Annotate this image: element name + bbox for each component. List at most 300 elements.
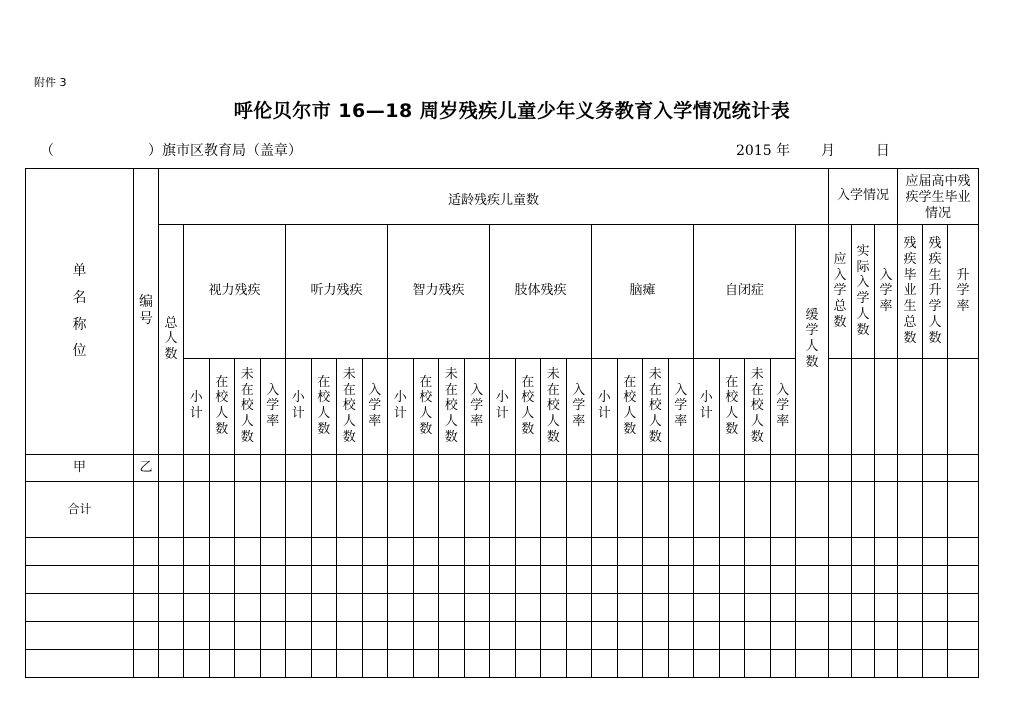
- data-cell: [948, 538, 979, 566]
- subcolumn-header: 在校人数: [719, 359, 745, 455]
- data-cell: [668, 650, 694, 678]
- data-cell: [362, 566, 388, 594]
- data-cell: [490, 566, 516, 594]
- data-cell: [134, 650, 159, 678]
- data-cell: [898, 650, 923, 678]
- data-cell: [362, 482, 388, 538]
- data-cell: [566, 594, 592, 622]
- organization-line: [40, 140, 302, 160]
- table-row: [26, 594, 979, 622]
- deferred-header: 缓学人数: [796, 225, 829, 455]
- data-cell: [643, 455, 669, 482]
- data-cell: [235, 650, 261, 678]
- data-cell: [923, 455, 948, 482]
- data-cell: [464, 538, 490, 566]
- data-cell: [829, 538, 852, 566]
- data-cell: [541, 482, 567, 538]
- data-cell: [745, 455, 771, 482]
- data-cell: [668, 482, 694, 538]
- row-label-yi: 乙: [134, 455, 159, 482]
- data-cell: [388, 482, 414, 538]
- data-cell: [719, 594, 745, 622]
- data-cell: [209, 566, 235, 594]
- data-cell: [770, 455, 796, 482]
- blank-cell: [829, 359, 852, 455]
- data-cell: [617, 622, 643, 650]
- data-cell: [948, 594, 979, 622]
- data-cell: [770, 482, 796, 538]
- data-cell: [592, 566, 618, 594]
- data-cell: [923, 482, 948, 538]
- data-cell: [515, 594, 541, 622]
- data-cell: [770, 538, 796, 566]
- data-cell: [617, 566, 643, 594]
- table-row: [26, 622, 979, 650]
- data-cell: [796, 650, 829, 678]
- data-cell: [134, 538, 159, 566]
- data-cell: [490, 594, 516, 622]
- data-cell: [923, 650, 948, 678]
- subcolumn-header: 小计: [184, 359, 210, 455]
- data-cell: [515, 650, 541, 678]
- data-cell: [745, 622, 771, 650]
- data-cell: [719, 455, 745, 482]
- data-cell: [515, 622, 541, 650]
- data-cell: [337, 566, 363, 594]
- data-cell: [694, 622, 720, 650]
- data-cell: [286, 622, 312, 650]
- data-cell: [566, 455, 592, 482]
- data-cell: [875, 622, 898, 650]
- blank-cell: [898, 359, 923, 455]
- data-cell: [515, 482, 541, 538]
- data-cell: [948, 455, 979, 482]
- table-row: [26, 650, 979, 678]
- data-cell: [26, 538, 134, 566]
- data-cell: [413, 650, 439, 678]
- data-cell: [184, 566, 210, 594]
- data-cell: [668, 622, 694, 650]
- data-cell: [694, 482, 720, 538]
- data-cell: [362, 622, 388, 650]
- data-cell: [159, 482, 184, 538]
- subcolumn-header: 在校人数: [209, 359, 235, 455]
- data-cell: [923, 594, 948, 622]
- data-cell: [592, 594, 618, 622]
- data-cell: [337, 538, 363, 566]
- data-cell: [875, 538, 898, 566]
- data-cell: [490, 482, 516, 538]
- data-cell: [829, 455, 852, 482]
- data-cell: [159, 622, 184, 650]
- data-cell: [439, 622, 465, 650]
- data-cell: [719, 622, 745, 650]
- data-cell: [413, 455, 439, 482]
- data-cell: [388, 650, 414, 678]
- data-cell: [286, 594, 312, 622]
- data-cell: [617, 482, 643, 538]
- data-cell: [184, 622, 210, 650]
- data-cell: [898, 566, 923, 594]
- data-cell: [388, 594, 414, 622]
- category-header: 智力残疾: [388, 225, 490, 359]
- data-cell: [592, 622, 618, 650]
- data-cell: [668, 566, 694, 594]
- data-cell: [286, 650, 312, 678]
- data-cell: [260, 482, 286, 538]
- data-cell: [159, 594, 184, 622]
- data-cell: [694, 650, 720, 678]
- data-cell: [311, 650, 337, 678]
- data-cell: [209, 622, 235, 650]
- data-cell: [134, 566, 159, 594]
- blank-cell: [948, 359, 979, 455]
- subcolumn-header: 未在校人数: [643, 359, 669, 455]
- data-cell: [566, 538, 592, 566]
- data-cell: [796, 455, 829, 482]
- data-cell: [829, 594, 852, 622]
- data-cell: [770, 622, 796, 650]
- graduation-header: 应届高中残疾学生毕业情况: [898, 169, 979, 225]
- data-cell: [311, 455, 337, 482]
- data-cell: [875, 594, 898, 622]
- data-cell: [134, 622, 159, 650]
- data-cell: [592, 650, 618, 678]
- subcolumn-header: 入学率: [362, 359, 388, 455]
- date-line: [736, 140, 890, 160]
- data-cell: [617, 538, 643, 566]
- day-label: 日: [875, 143, 890, 159]
- data-cell: [464, 455, 490, 482]
- subcolumn-header: 小计: [592, 359, 618, 455]
- data-cell: [184, 538, 210, 566]
- table-row: [26, 482, 979, 538]
- data-cell: [184, 650, 210, 678]
- data-cell: [541, 622, 567, 650]
- data-cell: [745, 566, 771, 594]
- statistics-table: [25, 168, 979, 678]
- data-cell: [260, 650, 286, 678]
- data-cell: [362, 455, 388, 482]
- grad-total-header: 残疾毕业生总数: [898, 225, 923, 359]
- data-cell: [852, 538, 875, 566]
- subcolumn-header: 未在校人数: [337, 359, 363, 455]
- data-cell: [541, 566, 567, 594]
- data-cell: [745, 482, 771, 538]
- blank-cell: [875, 359, 898, 455]
- data-cell: [719, 650, 745, 678]
- data-cell: [413, 566, 439, 594]
- data-cell: [362, 538, 388, 566]
- data-cell: [852, 594, 875, 622]
- data-cell: [829, 622, 852, 650]
- data-cell: [617, 650, 643, 678]
- data-cell: [541, 650, 567, 678]
- data-cell: [464, 594, 490, 622]
- data-cell: [694, 594, 720, 622]
- data-cell: [439, 566, 465, 594]
- data-cell: [898, 594, 923, 622]
- data-cell: [719, 566, 745, 594]
- data-cell: [260, 594, 286, 622]
- data-cell: [592, 482, 618, 538]
- data-cell: [388, 622, 414, 650]
- data-cell: [719, 538, 745, 566]
- subcolumn-header: 入学率: [260, 359, 286, 455]
- data-cell: [566, 566, 592, 594]
- data-cell: [159, 538, 184, 566]
- data-cell: [694, 455, 720, 482]
- data-cell: [796, 622, 829, 650]
- data-cell: [388, 455, 414, 482]
- data-cell: [796, 538, 829, 566]
- data-cell: [796, 594, 829, 622]
- data-cell: [286, 566, 312, 594]
- data-cell: [643, 538, 669, 566]
- data-cell: [464, 482, 490, 538]
- category-header: 脑瘫: [592, 225, 694, 359]
- data-cell: [311, 538, 337, 566]
- subcolumn-header: 未在校人数: [745, 359, 771, 455]
- data-cell: [490, 538, 516, 566]
- data-cell: [235, 594, 261, 622]
- data-cell: [184, 455, 210, 482]
- data-cell: [337, 482, 363, 538]
- data-cell: [362, 650, 388, 678]
- data-cell: [541, 594, 567, 622]
- promotion-rate-header: 升学率: [948, 225, 979, 359]
- subcolumn-header: 入学率: [770, 359, 796, 455]
- data-cell: [209, 594, 235, 622]
- data-cell: [286, 538, 312, 566]
- data-cell: [643, 566, 669, 594]
- category-header: 听力残疾: [286, 225, 388, 359]
- data-cell: [948, 622, 979, 650]
- data-cell: [134, 594, 159, 622]
- grad-promoted-header: 残疾生升学人数: [923, 225, 948, 359]
- data-cell: [159, 455, 184, 482]
- data-cell: [875, 455, 898, 482]
- data-cell: [829, 482, 852, 538]
- data-cell: [668, 455, 694, 482]
- data-cell: [26, 566, 134, 594]
- blank-cell: [923, 359, 948, 455]
- row-label-total: 合计: [26, 482, 134, 538]
- data-cell: [134, 482, 159, 538]
- data-cell: [337, 455, 363, 482]
- data-cell: [898, 538, 923, 566]
- data-cell: [898, 482, 923, 538]
- subcolumn-header: 在校人数: [515, 359, 541, 455]
- data-cell: [235, 482, 261, 538]
- data-cell: [643, 622, 669, 650]
- data-cell: [566, 482, 592, 538]
- data-cell: [515, 538, 541, 566]
- data-cell: [235, 538, 261, 566]
- subcolumn-header: 入学率: [464, 359, 490, 455]
- data-cell: [413, 482, 439, 538]
- data-cell: [159, 566, 184, 594]
- data-cell: [260, 622, 286, 650]
- data-cell: [413, 538, 439, 566]
- subcolumn-header: 未在校人数: [235, 359, 261, 455]
- data-cell: [209, 538, 235, 566]
- data-cell: [643, 594, 669, 622]
- data-cell: [184, 594, 210, 622]
- data-cell: [541, 455, 567, 482]
- enrollment-header: 入学情况: [829, 169, 898, 225]
- data-cell: [464, 622, 490, 650]
- data-cell: [694, 538, 720, 566]
- data-cell: [26, 622, 134, 650]
- data-cell: [260, 455, 286, 482]
- subcolumn-header: 入学率: [668, 359, 694, 455]
- data-cell: [875, 566, 898, 594]
- category-header: 肢体残疾: [490, 225, 592, 359]
- subcolumn-header: 未在校人数: [439, 359, 465, 455]
- data-cell: [311, 566, 337, 594]
- data-cell: [668, 538, 694, 566]
- data-cell: [413, 594, 439, 622]
- subcolumn-header: 在校人数: [311, 359, 337, 455]
- data-cell: [311, 594, 337, 622]
- data-cell: [235, 622, 261, 650]
- data-cell: [26, 594, 134, 622]
- data-cell: [923, 566, 948, 594]
- data-cell: [439, 594, 465, 622]
- data-cell: [770, 650, 796, 678]
- eligible-header: 适龄残疾儿童数: [159, 169, 829, 225]
- data-cell: [592, 538, 618, 566]
- subcolumn-header: 小计: [388, 359, 414, 455]
- data-cell: [159, 650, 184, 678]
- blank-cell: [852, 359, 875, 455]
- data-cell: [829, 566, 852, 594]
- data-cell: [413, 622, 439, 650]
- data-cell: [745, 650, 771, 678]
- table-row: [26, 455, 979, 482]
- data-cell: [439, 538, 465, 566]
- page-title: 呼伦贝尔市 16—18 周岁残疾儿童少年义务教育入学情况统计表: [233, 100, 791, 122]
- should-enroll-header: 应入学总数: [829, 225, 852, 359]
- data-cell: [668, 594, 694, 622]
- total-header: 总人数: [159, 225, 184, 455]
- data-cell: [617, 455, 643, 482]
- month-label: 月: [821, 143, 835, 159]
- data-cell: [796, 566, 829, 594]
- open-paren: （: [40, 143, 54, 159]
- table-row: [26, 538, 979, 566]
- data-cell: [439, 650, 465, 678]
- unit-name-header: 单名称位: [26, 169, 134, 455]
- subcolumn-header: 小计: [694, 359, 720, 455]
- data-cell: [388, 566, 414, 594]
- data-cell: [948, 650, 979, 678]
- data-cell: [490, 455, 516, 482]
- subcolumn-header: 入学率: [566, 359, 592, 455]
- category-header: 自闭症: [694, 225, 796, 359]
- data-cell: [439, 455, 465, 482]
- data-cell: [337, 622, 363, 650]
- data-cell: [311, 622, 337, 650]
- data-cell: [286, 455, 312, 482]
- category-header: 视力残疾: [184, 225, 286, 359]
- organization-label: ）旗市区教育局（盖章）: [148, 143, 302, 159]
- data-cell: [515, 455, 541, 482]
- data-cell: [337, 650, 363, 678]
- data-cell: [852, 622, 875, 650]
- subcolumn-header: 在校人数: [617, 359, 643, 455]
- data-cell: [541, 538, 567, 566]
- data-cell: [770, 566, 796, 594]
- data-cell: [362, 594, 388, 622]
- data-cell: [852, 650, 875, 678]
- data-cell: [26, 650, 134, 678]
- number-header: 编号: [134, 169, 159, 455]
- data-cell: [923, 622, 948, 650]
- data-cell: [745, 538, 771, 566]
- data-cell: [745, 594, 771, 622]
- year-label: 2015 年: [736, 143, 791, 159]
- data-cell: [235, 566, 261, 594]
- data-cell: [643, 650, 669, 678]
- data-cell: [490, 650, 516, 678]
- data-cell: [566, 622, 592, 650]
- data-cell: [719, 482, 745, 538]
- enroll-rate-header: 入学率: [875, 225, 898, 359]
- data-cell: [923, 538, 948, 566]
- data-cell: [948, 482, 979, 538]
- data-cell: [311, 482, 337, 538]
- data-cell: [617, 594, 643, 622]
- data-cell: [260, 566, 286, 594]
- data-cell: [592, 455, 618, 482]
- actual-enroll-header: 实际入学人数: [852, 225, 875, 359]
- data-cell: [694, 566, 720, 594]
- data-cell: [337, 594, 363, 622]
- data-cell: [209, 455, 235, 482]
- data-cell: [875, 482, 898, 538]
- data-cell: [898, 455, 923, 482]
- data-cell: [770, 594, 796, 622]
- subcolumn-header: 未在校人数: [541, 359, 567, 455]
- data-cell: [209, 482, 235, 538]
- data-cell: [898, 622, 923, 650]
- data-cell: [643, 482, 669, 538]
- data-cell: [829, 650, 852, 678]
- data-cell: [464, 566, 490, 594]
- subcolumn-header: 在校人数: [413, 359, 439, 455]
- data-cell: [388, 538, 414, 566]
- subcolumn-header: 小计: [490, 359, 516, 455]
- attachment-label: 附件 3: [34, 76, 67, 89]
- data-cell: [464, 650, 490, 678]
- data-cell: [796, 482, 829, 538]
- data-cell: [875, 650, 898, 678]
- subcolumn-header: 小计: [286, 359, 312, 455]
- data-cell: [852, 455, 875, 482]
- data-cell: [852, 566, 875, 594]
- data-cell: [235, 455, 261, 482]
- table-row: [26, 566, 979, 594]
- data-cell: [490, 622, 516, 650]
- data-cell: [852, 482, 875, 538]
- data-cell: [439, 482, 465, 538]
- row-label-jia: 甲: [26, 455, 134, 482]
- data-cell: [184, 482, 210, 538]
- data-cell: [286, 482, 312, 538]
- data-cell: [948, 566, 979, 594]
